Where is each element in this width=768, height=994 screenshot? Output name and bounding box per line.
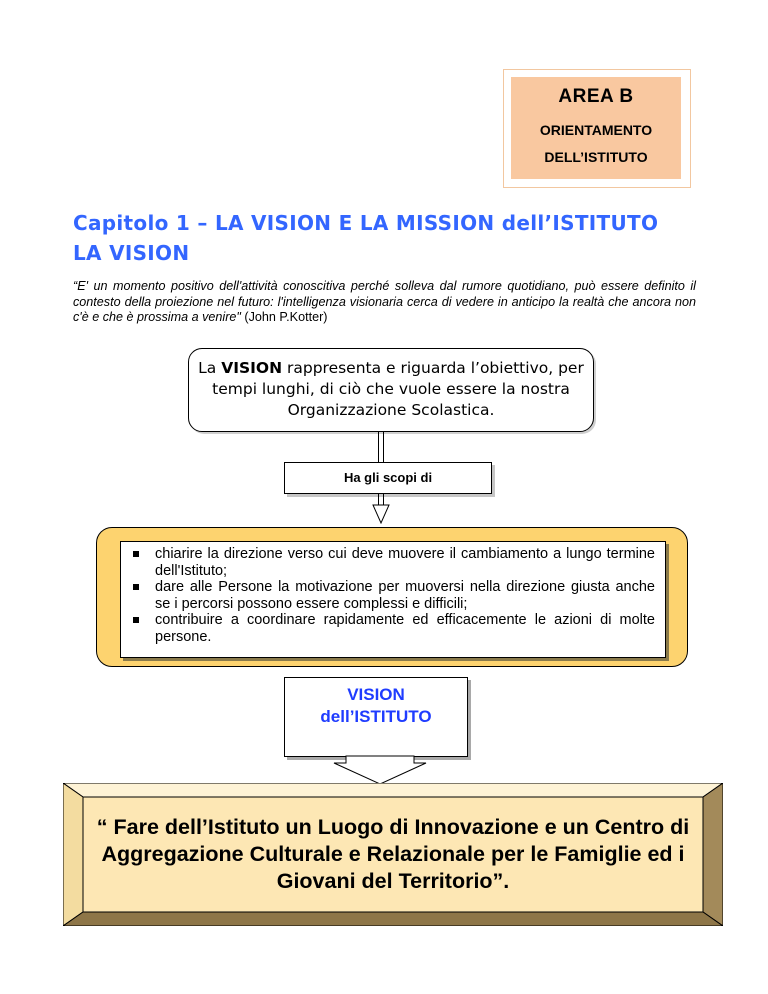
down-arrow-icon <box>372 504 390 524</box>
list-item-text: dare alle Persone la motivazione per muoversi nella direzione giusta anche se i percorsi possono essere complessi e difficili; <box>155 579 655 612</box>
vision-statement-box <box>63 783 723 926</box>
bullet-icon <box>133 584 139 590</box>
vision-definition-pre: La <box>198 359 222 377</box>
area-subtitle-line-2: DELL’ISTITUTO <box>544 149 648 165</box>
quote-paragraph <box>73 279 696 326</box>
vision-istituto-line-2: dell’ISTITUTO <box>320 707 432 726</box>
list-item <box>155 612 655 645</box>
list-item-text: chiarire la direzione verso cui deve muovere il cambiamento a lungo termine dell'Istituto; <box>155 546 655 579</box>
vision-definition-keyword: VISION <box>221 359 283 377</box>
area-subtitle-line-1: ORIENTAMENTO <box>539 122 653 138</box>
purposes-list <box>120 541 666 658</box>
area-title: AREA B <box>558 86 634 107</box>
vision-definition-text: rappresenta e riguarda l’obiettivo, per tempi lunghi, di ciò che vuole essere la nostra Organizzazione Scolastica. <box>212 359 584 419</box>
bullet-icon <box>133 551 139 557</box>
quote-text: “E' un momento positivo dell'attività conoscitiva perché solleva dal rumore quotidiano, può essere definito il contesto della proiezione nel futuro: l'intelligenza visionaria cerca di vedere in anticipo la realtà che ancora non c'è e che è prossima a venire" <box>73 279 696 324</box>
scopi-label-box: Ha gli scopi di <box>284 462 492 494</box>
area-box <box>503 69 691 188</box>
quote-author: (John P.Kotter) <box>240 310 328 324</box>
connector-line <box>378 432 384 462</box>
vision-istituto-box <box>284 677 468 757</box>
bullet-icon <box>133 617 139 623</box>
purposes-panel <box>96 527 688 667</box>
chapter-heading: Capitolo 1 – LA VISION E LA MISSION dell’ISTITUTO <box>73 211 659 235</box>
vision-definition-box <box>188 348 594 432</box>
vision-statement-text: “ Fare dell’Istituto un Luogo di Innovazione e un Centro di Aggregazione Culturale e Relazionale per le Famiglie ed i Giovani del Territorio”. <box>96 815 690 893</box>
list-item <box>155 579 655 612</box>
vision-istituto-line-1: VISION <box>347 685 405 704</box>
list-item <box>155 546 655 579</box>
list-item-text: contribuire a coordinare rapidamente ed efficacemente le azioni di molte persone. <box>155 612 655 645</box>
area-label <box>511 77 681 179</box>
section-heading: LA VISION <box>73 241 190 265</box>
down-arrow-icon <box>332 755 428 785</box>
